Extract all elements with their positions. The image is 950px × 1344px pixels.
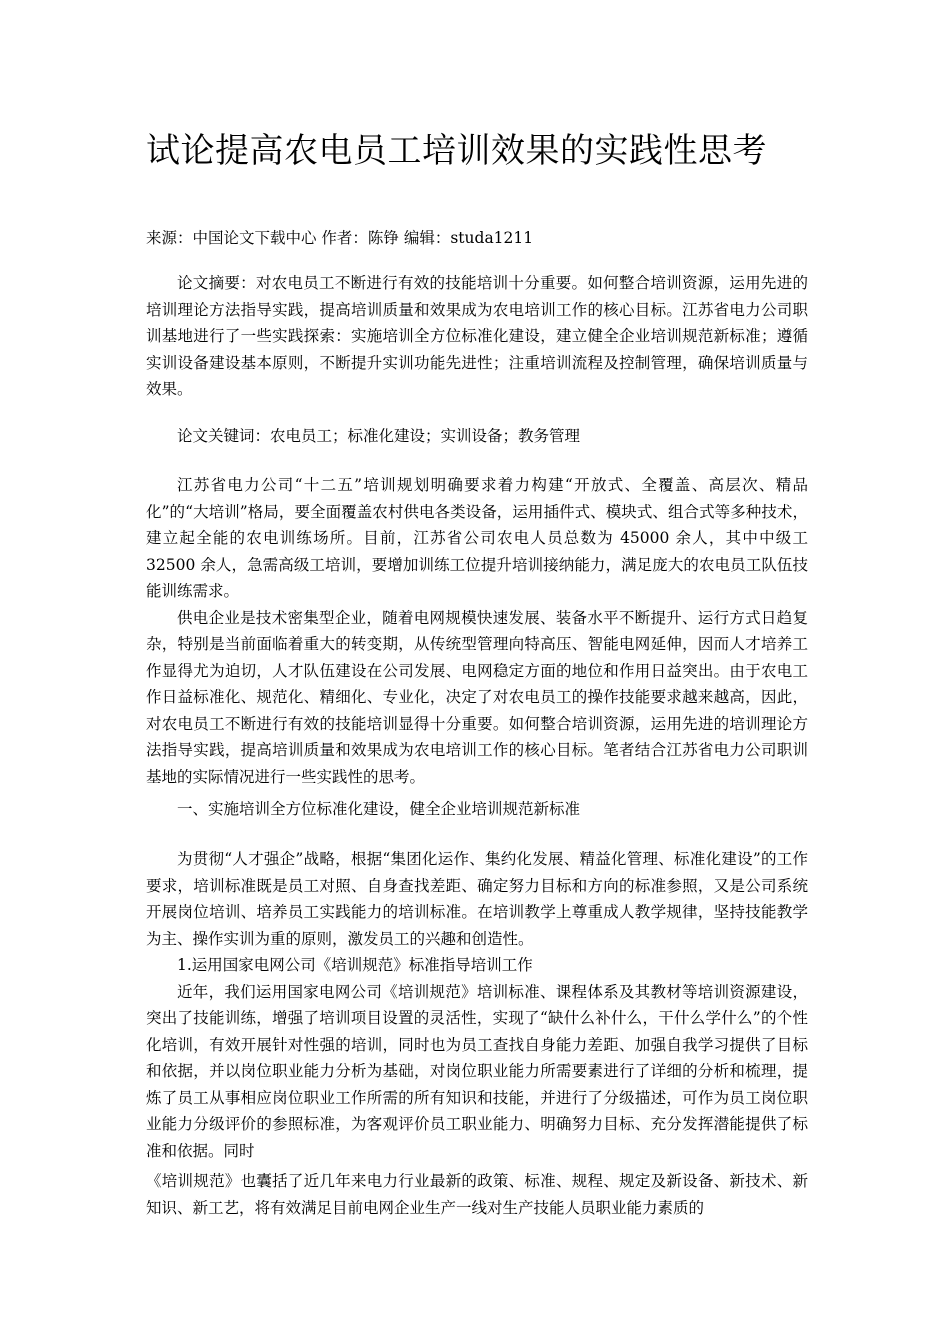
intro-paragraph-2: 供电企业是技术密集型企业，随着电网规模快速发展、装备水平不断提升、运行方式日趋复杂，特别是当前面临着重大的转变期，从传统型管理向特高压、智能电网延伸，因而人才培养工作显得尤为迫切，人才队伍建设在公司发展、电网稳定方面的地位和作用日益突出。由于农电工作日益标准化、规范化、精细化、专业化，决定了对农电员工的操作技能要求越来越高，因此，对农电员工不断进行有效的技能培训显得十分重要。如何整合培训资源，运用先进的培训理论方法指导实践，提高培训质量和效果成为农电培训工作的核心目标。笔者结合江苏省电力公司职训基地的实际情况进行一些实践性的思考。 <box>146 608 808 786</box>
subsection-paragraph-1: 近年，我们运用国家电网公司《培训规范》培训标准、课程体系及其教材等培训资源建设，突出了技能训练，增强了培训项目设置的灵活性，实现了“缺什么补什么，干什么学什么”的个性化培训，有效开展针对性强的培训，同时也为员工查找自身能力差距、加强自我学习提供了目标和依据，并以岗位职业能力分析为基础，对岗位职业能力所需要素进行了详细的分析和梳理，提炼了员工从事相应岗位职业工作所需的所有知识和技能，并进行了分级描述，可作为员工岗位职业能力分级评价的参照标准，为客观评价员工职业能力、明确努力目标、充分发挥潜能提供了标准和依据。同时 <box>146 982 808 1160</box>
abstract-text: 论文摘要：对农电员工不断进行有效的技能培训十分重要。如何整合培训资源，运用先进的培训理论方法指导实践，提高培训质量和效果成为农电培训工作的核心目标。江苏省电力公司职训基地进行了一些实践探索：实施培训全方位标准化建设，建立健全企业培训规范新标准；遵循实训设备建设基本原则，不断提升实训功能先进性；注重培训流程及控制管理，确保培训质量与效果。 <box>146 274 808 398</box>
page-title: 试论提高农电员工培训效果的实践性思考 <box>146 131 767 171</box>
section-1-body <box>146 846 808 1164</box>
section-1-heading-block <box>146 796 808 823</box>
abstract-paragraph <box>146 270 808 403</box>
keywords-text: 论文关键词：农电员工；标准化建设；实训设备；教务管理 <box>177 427 581 445</box>
section-heading: 一、实施培训全方位标准化建设，健全企业培训规范新标准 <box>177 800 581 818</box>
subsection-heading: 1.运用国家电网公司《培训规范》标准指导培训工作 <box>177 956 533 974</box>
intro-paragraph-1: 江苏省电力公司“十二五”培训规划明确要求着力构建“开放式、全覆盖、高层次、精品化”的“大培训”格局，要全面覆盖农村供电各类设备，运用插件式、模块式、组合式等多种技术，建立起全能的农电训练场所。目前，江苏省公司农电人员总数为 45000 余人，其中中级工 32500 余人，急需高级工培训，要增加训练工位提升培训接纳能力，满足庞大的农电员工队伍技能训练需求。 <box>146 476 808 600</box>
continuation-paragraph: 《培训规范》也囊括了近几年来电力行业最新的政策、标准、规程、规定及新设备、新技术、新知识、新工艺，将有效满足目前电网企业生产一线对生产技能人员职业能力素质的 <box>146 1172 808 1217</box>
intro-section <box>146 472 808 790</box>
article-meta: 来源：中国论文下载中心 作者：陈铮 编辑：studa1211 <box>146 229 534 247</box>
section-1-paragraph-1: 为贯彻“人才强企”战略，根据“集团化运作、集约化发展、精益化管理、标准化建设”的工作要求，培训标准既是员工对照、自身查找差距、确定努力目标和方向的标准参照，又是公司系统开展岗位培训、培养员工实践能力的培训标准。在培训教学上尊重成人教学规律，坚持技能教学为主、操作实训为重的原则，激发员工的兴趣和创造性。 <box>146 850 808 948</box>
continuation-block <box>146 1168 808 1221</box>
keywords-paragraph <box>146 423 808 450</box>
